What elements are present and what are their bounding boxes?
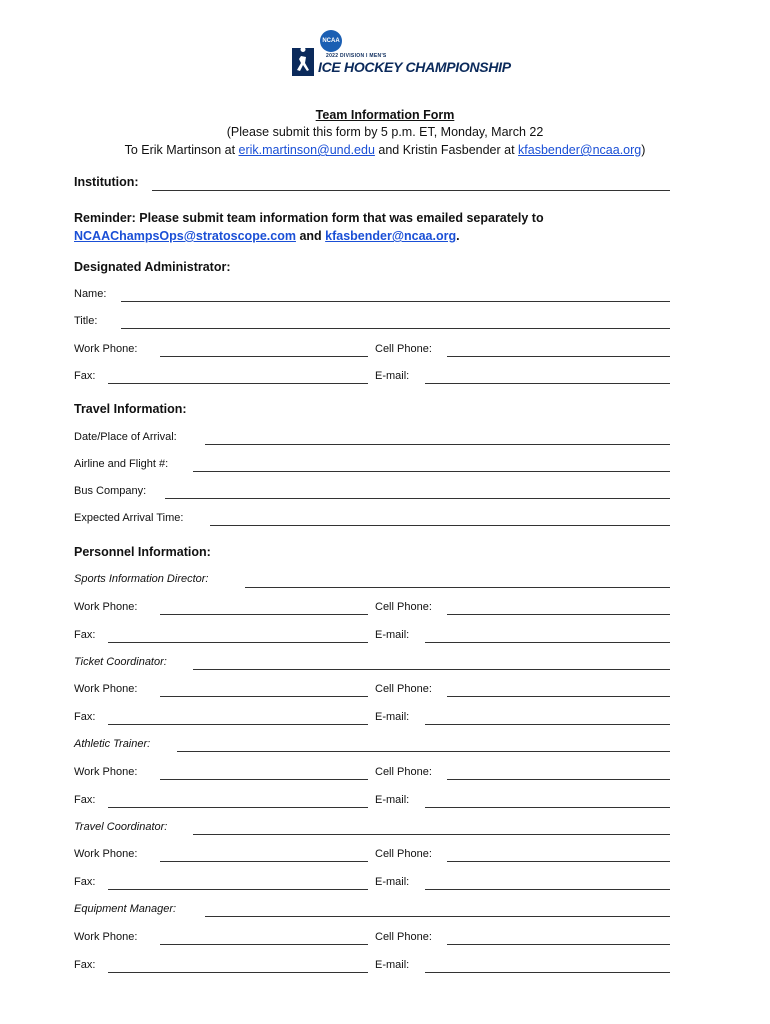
logo-subtitle: 2022 DIVISION I MEN'S [326,53,387,59]
trainer-cell-phone-label: Cell Phone: [375,766,432,778]
travel-email-field[interactable] [425,889,670,890]
equipment-email-field[interactable] [425,972,670,973]
sid-fax-field[interactable] [108,642,368,643]
travel-fax-label: Fax: [74,876,96,888]
to-suffix: ) [641,143,646,157]
travel-work-phone-field[interactable] [160,861,368,862]
bus-company-label: Bus Company: [74,485,147,497]
to-prefix: To Erik Martinson at [124,143,239,157]
travel-fax-field[interactable] [108,889,368,890]
equipment-fax-field[interactable] [108,972,368,973]
travel-heading: Travel Information: [74,402,187,416]
sid-work-phone-label: Work Phone: [74,601,138,613]
admin-name-field[interactable] [121,301,670,302]
arrival-time-label: Expected Arrival Time: [74,512,184,524]
arrival-time-field[interactable] [210,525,670,526]
admin-email-field[interactable] [425,383,670,384]
ticket-cell-phone-field[interactable] [447,696,670,697]
ticket-work-phone-label: Work Phone: [74,683,138,695]
admin-title-label: Title: [74,315,98,327]
admin-cell-phone-label: Cell Phone: [375,343,432,355]
trainer-email-field[interactable] [425,807,670,808]
ticket-cell-phone-label: Cell Phone: [375,683,432,695]
arrival-field[interactable] [205,444,670,445]
institution-label: Institution: [74,175,139,189]
role-field-ticket[interactable] [193,669,670,670]
championship-logo [290,28,511,80]
hockey-player-icon [292,48,314,76]
reminder-line1: Reminder: Please submit team information form that was emailed separately to [74,211,544,225]
airline-label: Airline and Flight #: [74,458,169,470]
sid-fax-label: Fax: [74,629,96,641]
reminder-text [74,209,544,245]
travel-email-label: E-mail: [375,876,410,888]
recipients-line [0,143,770,157]
admin-cell-phone-field[interactable] [447,356,670,357]
personnel-heading: Personnel Information: [74,545,211,559]
logo-title: ICE HOCKEY CHAMPIONSHIP [318,59,511,75]
ticket-fax-label: Fax: [74,711,96,723]
role-label-trainer: Athletic Trainer: [74,738,151,750]
trainer-fax-label: Fax: [74,794,96,806]
sid-work-phone-field[interactable] [160,614,368,615]
email-link-champsops[interactable]: NCAAChampsOps@stratoscope.com [74,229,296,243]
trainer-cell-phone-field[interactable] [447,779,670,780]
email-link-erik[interactable]: erik.martinson@und.edu [238,143,375,157]
travel-cell-phone-field[interactable] [447,861,670,862]
equipment-cell-phone-field[interactable] [447,944,670,945]
equipment-fax-label: Fax: [74,959,96,971]
admin-fax-label: Fax: [74,370,96,382]
email-link-kristin[interactable]: kfasbender@ncaa.org [518,143,642,157]
admin-email-label: E-mail: [375,370,410,382]
admin-title-field[interactable] [121,328,670,329]
role-label-equipment: Equipment Manager: [74,903,177,915]
sid-email-field[interactable] [425,642,670,643]
admin-work-phone-label: Work Phone: [74,343,138,355]
equipment-work-phone-field[interactable] [160,944,368,945]
role-field-equipment[interactable] [205,916,670,917]
equipment-email-label: E-mail: [375,959,410,971]
reminder-line2 [74,227,544,245]
ticket-fax-field[interactable] [108,724,368,725]
role-label-sid: Sports Information Director: [74,573,209,585]
trainer-work-phone-field[interactable] [160,779,368,780]
travel-cell-phone-label: Cell Phone: [375,848,432,860]
reminder-end: . [456,229,460,243]
form-title: Team Information Form [315,108,455,122]
email-link-fasbender[interactable]: kfasbender@ncaa.org [325,229,457,243]
sid-cell-phone-label: Cell Phone: [375,601,432,613]
airline-field[interactable] [193,471,670,472]
role-field-trainer[interactable] [177,751,670,752]
to-mid: and Kristin Fasbender at [374,143,519,157]
ticket-work-phone-field[interactable] [160,696,368,697]
designated-admin-heading: Designated Administrator: [74,260,231,274]
trainer-work-phone-label: Work Phone: [74,766,138,778]
role-field-travel[interactable] [193,834,670,835]
travel-work-phone-label: Work Phone: [74,848,138,860]
equipment-work-phone-label: Work Phone: [74,931,138,943]
bus-company-field[interactable] [165,498,670,499]
ticket-email-field[interactable] [425,724,670,725]
ncaa-logo-icon: NCAA [320,30,342,52]
sid-cell-phone-field[interactable] [447,614,670,615]
ticket-email-label: E-mail: [375,711,410,723]
sid-email-label: E-mail: [375,629,410,641]
trainer-fax-field[interactable] [108,807,368,808]
deadline-text: (Please submit this form by 5 p.m. ET, Monday, March 22 [226,125,544,139]
role-label-travel: Travel Coordinator: [74,821,168,833]
reminder-mid: and [295,229,326,243]
equipment-cell-phone-label: Cell Phone: [375,931,432,943]
role-field-sid[interactable] [245,587,670,588]
admin-work-phone-field[interactable] [160,356,368,357]
arrival-label: Date/Place of Arrival: [74,431,177,443]
trainer-email-label: E-mail: [375,794,410,806]
institution-field[interactable] [152,190,670,191]
admin-name-label: Name: [74,288,107,300]
role-label-ticket: Ticket Coordinator: [74,656,167,668]
admin-fax-field[interactable] [108,383,368,384]
